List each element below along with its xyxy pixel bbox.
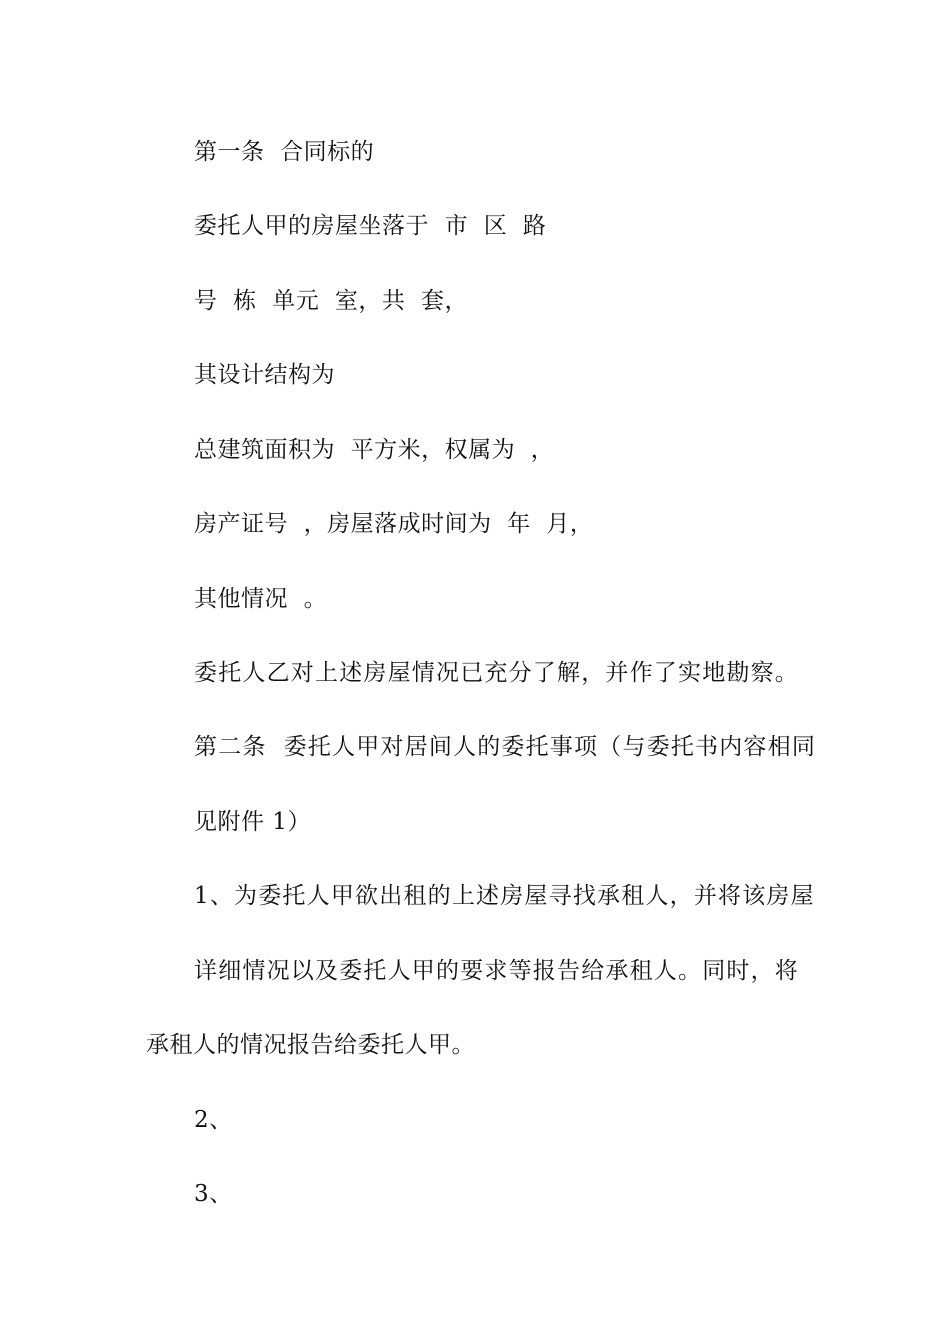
article-2-heading: 第二条 委托人甲对居间人的委托事项（与委托书内容相同	[194, 734, 817, 760]
item-1-final-line: 承租人的情况报告给委托人甲。	[146, 1032, 475, 1058]
item-1-continued-line: 详细情况以及委托人甲的要求等报告给承租人。同时，将	[194, 958, 799, 984]
item-3-line: 3、	[194, 1181, 233, 1207]
item-1-line: 1、为委托人甲欲出租的上述房屋寻找承租人，并将该房屋	[194, 883, 815, 909]
article-1-heading: 第一条 合同标的	[194, 139, 375, 165]
floor-area-line: 总建筑面积为 平方米，权属为 ，	[194, 437, 555, 463]
inspection-statement-line: 委托人乙对上述房屋情况已充分了解，并作了实地勘察。	[194, 660, 799, 686]
other-conditions-line: 其他情况 。	[194, 586, 328, 612]
certificate-line: 房产证号 ，房屋落成时间为 年 月，	[194, 511, 594, 537]
attachment-reference-line: 见附件 1）	[194, 809, 311, 835]
item-2-line: 2、	[194, 1107, 233, 1133]
property-unit-line: 号 栋 单元 室，共 套，	[194, 288, 468, 314]
design-structure-line: 其设计结构为	[194, 362, 335, 388]
property-location-line: 委托人甲的房屋坐落于 市 区 路	[194, 213, 547, 239]
